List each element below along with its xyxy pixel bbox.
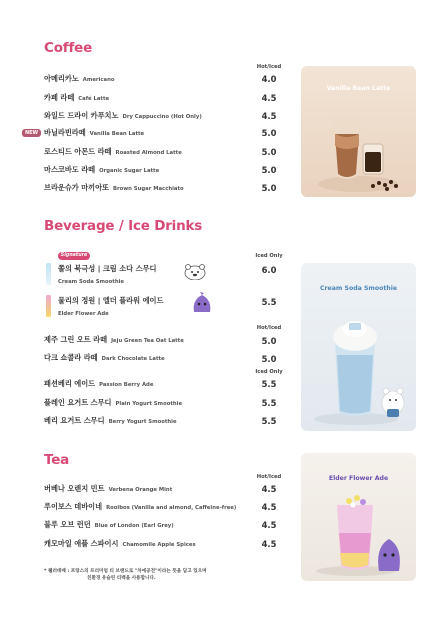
beverage-price-header-iced: Iced Only: [255, 253, 283, 259]
item-name-ko: 물리의 정원 | 엘더 플라워 에이드: [58, 296, 164, 305]
ade-illustration: [301, 453, 416, 581]
tea-section-title: Tea: [44, 452, 70, 468]
item-price: 6.0: [261, 265, 277, 275]
coffee-section-title: Coffee: [44, 40, 93, 56]
item-name-ko: 루이보스 데바이네: [44, 502, 103, 511]
item-name-en: Café Latte: [78, 96, 110, 102]
item-price: 5.0: [261, 183, 277, 193]
item-price: 5.0: [261, 336, 277, 346]
item-name-en: Plain Yogurt Smoothie: [115, 401, 183, 407]
beverage-price-header-iced-2: Iced Only: [255, 369, 283, 375]
item-name-en: Cream Soda Smoothie: [58, 279, 125, 285]
item-name-en: Dry Cappuccino (Hot Only): [122, 114, 202, 120]
item-name-ko: 버베나 오렌지 민트: [44, 484, 105, 493]
item-name-ko: 로스티드 아몬드 라떼: [44, 147, 112, 156]
item-name-ko: 카페 라떼: [44, 93, 75, 102]
cream-soda-smoothie-photo: [301, 263, 416, 431]
elder-flower-swatch: [46, 295, 51, 317]
signature-badge: Signature: [58, 252, 90, 260]
item-name-ko: 캐모마일 애플 스파이시: [44, 539, 119, 548]
item-price: 5.5: [261, 398, 277, 408]
item-name-en: Americano: [82, 77, 115, 83]
photo-label: Vanilla Bean Latte: [326, 85, 391, 92]
item-price: 4.5: [261, 93, 277, 103]
item-name-en: Verbena Orange Mint: [108, 487, 173, 493]
elder-flower-ade-photo: [301, 453, 416, 581]
item-price: 4.5: [261, 539, 277, 549]
footnote-line-2: 친환경 유슬린 티백을 사용합니다.: [87, 576, 156, 581]
footnote-line-1: * 웰러데배 : 프랑스의 프리미엄 티 브랜드로 "차에공전"이라는 뜻을 담고 있으며: [44, 569, 207, 574]
bear-mascot-icon: [184, 262, 206, 280]
item-price: 5.0: [261, 147, 277, 157]
coffee-price-header: Hot/Iced: [256, 64, 282, 70]
item-price: 4.5: [261, 502, 277, 512]
item-price: 5.5: [261, 297, 277, 307]
photo-label: Elder Flower Ade: [328, 475, 389, 482]
item-name-en: Dark Chocolate Latte: [101, 356, 165, 362]
item-name-ko: 패션베리 에이드: [44, 379, 96, 388]
item-name-ko: 아메리카노: [44, 74, 79, 83]
menu-item: [58, 295, 208, 307]
item-name-ko: 제주 그린 오트 라떼: [44, 335, 108, 344]
item-name-en: Rooibos (Vanilla and almond, Caffeine-free): [106, 505, 237, 511]
vanilla-bean-latte-photo: [301, 66, 416, 197]
item-name-ko: 마스코바도 라떼: [44, 165, 96, 174]
item-name-en: Elder Flower Ade: [58, 311, 109, 317]
item-price: 5.0: [261, 165, 277, 175]
tea-price-header: Hot/Iced: [256, 474, 282, 480]
beverage-section-title: Beverage / Ice Drinks: [44, 218, 203, 234]
item-price: 4.5: [261, 111, 277, 121]
item-name-en: Organic Sugar Latte: [99, 168, 160, 174]
smoothie-illustration: [301, 263, 416, 431]
item-name-en: Jeju Green Tea Oat Latte: [111, 338, 184, 344]
item-name-en: Blue of London (Earl Grey): [94, 523, 174, 529]
item-name-ko: 다크 쇼콜라 라떼: [44, 353, 98, 362]
photo-label: Cream Soda Smoothie: [319, 285, 398, 292]
new-badge: NEW: [22, 129, 41, 137]
item-price: 5.5: [261, 379, 277, 389]
item-name-en: Vanilla Bean Latte: [89, 131, 145, 137]
item-name-ko: 와일드 드라이 카푸치노: [44, 111, 119, 120]
item-price: 4.0: [261, 74, 277, 84]
item-name-ko: 베리 요거트 스무디: [44, 416, 105, 425]
item-price: 4.5: [261, 520, 277, 530]
item-name-en: Berry Yogurt Smoothie: [108, 419, 177, 425]
item-name-ko: 바닐라빈라떼: [44, 128, 86, 137]
item-price: 4.5: [261, 484, 277, 494]
cream-soda-swatch: [46, 263, 51, 285]
item-name-en: Passion Berry Ade: [99, 382, 154, 388]
item-price: 5.0: [261, 354, 277, 364]
item-name-en: Roasted Almond Latte: [115, 150, 182, 156]
item-name-ko: 플레인 요거트 스무디: [44, 398, 112, 407]
tea-footnote: [44, 568, 274, 582]
purple-mascot-icon: [190, 292, 214, 314]
menu-item-en: [58, 307, 208, 319]
item-name-ko: 블루 오브 런던: [44, 520, 91, 529]
item-name-en: Brown Sugar Macchiato: [113, 186, 184, 192]
item-price: 5.5: [261, 416, 277, 426]
item-name-ko: 브라운슈가 마끼아또: [44, 183, 109, 192]
item-price: 5.0: [261, 128, 277, 138]
item-name-en: Chamomile Apple Spices: [122, 542, 196, 548]
beverage-price-header-hot: Hot/Iced: [256, 325, 282, 331]
latte-illustration: [301, 66, 416, 197]
item-name-ko: 쫄의 북극성 | 크림 소다 스무디: [58, 264, 157, 273]
